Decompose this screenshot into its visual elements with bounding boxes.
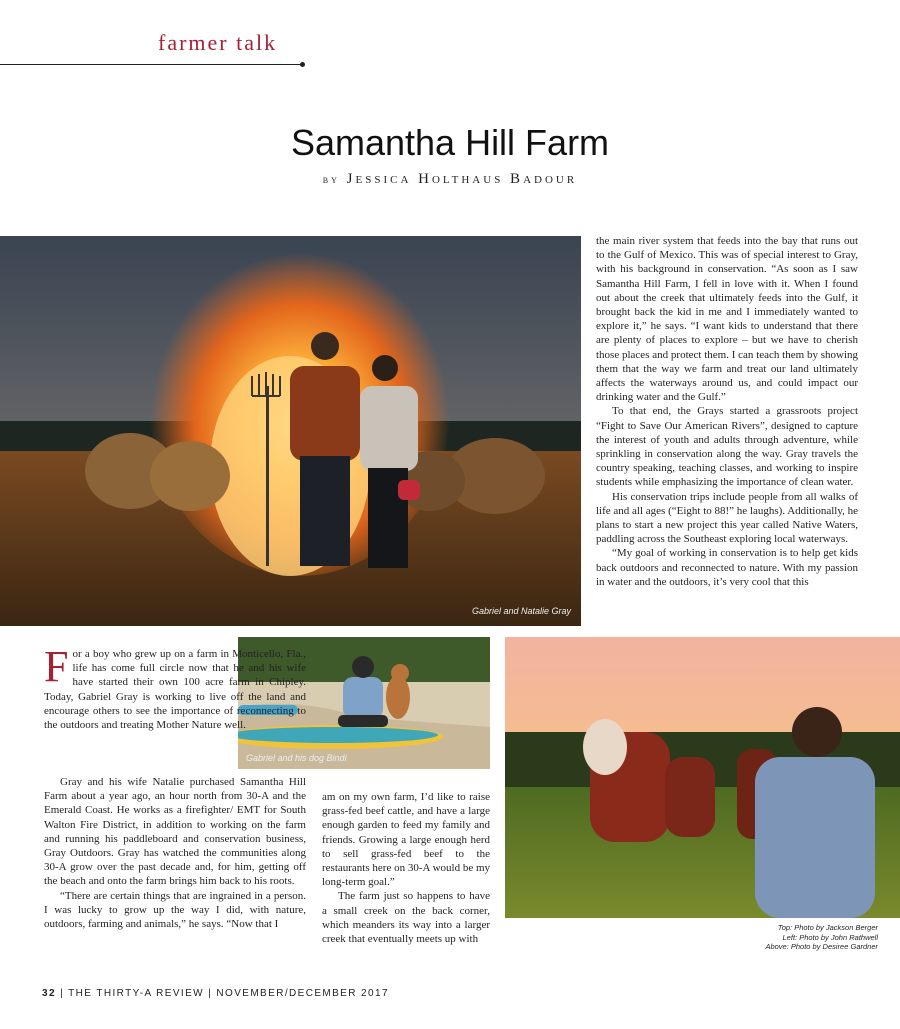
issue-date: NOVEMBER/DECEMBER 2017 — [216, 988, 389, 999]
footer-separator: | — [60, 988, 65, 999]
paragraph: “There are certain things that are ingrained in a person. I was lucky to grow up the way I did, with nature, outdoors, farming and animals,” he says. “Now that I — [44, 889, 306, 931]
paragraph: To that end, the Grays started a grassroots project “Fight to Save Our American Rivers”, designed to capture the interest of youth and adults through adventure, while sprinkling in conservation along the way. Gray travels the country speaking, teaching classes, and working to inspire students while emphasizing the importance of clean water. — [596, 405, 858, 489]
article-title: Samantha Hill Farm — [290, 122, 610, 163]
byline — [0, 171, 900, 188]
article-column-right-top — [596, 234, 858, 589]
credit-line: Left: Photo by John Rathwell — [782, 932, 878, 942]
credit-line: Top: Photo by Jackson Berger — [777, 923, 878, 932]
byline-prefix: by — [322, 172, 340, 186]
photo-cattle-image — [505, 637, 900, 918]
article-column-2 — [322, 790, 490, 946]
photo-paddleboard-caption: Gabriel and his dog Bindi — [246, 753, 347, 763]
paragraph: “My goal of working in conservation is to help get kids back outdoors and reconnected to nature. With my passion in water and the outdoors, it’s very cool that this — [596, 547, 858, 588]
photo-bonfire-caption: Gabriel and Natalie Gray — [471, 606, 571, 616]
footer-separator: | — [208, 988, 213, 999]
publication-name: THE THIRTY-A REVIEW — [68, 988, 205, 999]
article-column-1-continued — [44, 775, 306, 931]
page-footer — [42, 988, 389, 999]
paragraph: am on my own farm, I’d like to raise grass-fed beef cattle, and have a large enough garden to feed my family and friends. Growing a large enough herd to sell grass-fed beef to the restaurants here on 30-A would be my long-term goal.” — [322, 791, 491, 889]
photo-cattle — [505, 637, 900, 918]
photo-credits — [765, 923, 878, 952]
photo-bonfire — [0, 236, 581, 626]
paragraph: Gray and his wife Natalie purchased Samantha Hill Farm about a year ago, an hour north from 30-A and the Emerald Coast. He works as a firefighter/ EMT for South Walton Fire District, in addition to working on the farm and running his paddleboard and conservation business, Gray Outdoors. Gray has watched the communities along 30-A grow over the past decade and, for him, getting off the beach and onto the farm brings him back to his roots. — [44, 776, 306, 888]
paragraph: the main river system that feeds into the bay that runs out to the Gulf of Mexico. This was of special interest to Gray, with his background in conservation. “As soon as I saw Samantha Hill Farm, I fell in love with it. When I found out about the creek that ultimately feeds into the Gulf, it brought back the kid in me and I immediately wanted to explore it,” he says. “I want kids to understand that there are plenty of places to explore – but we have to cherish those places and protect them. I can teach them by showing them that the way we farm and treat our land ultimately affects the waterways around us, and could impact our drinking water and the Gulf.” — [596, 235, 858, 404]
section-label: farmer talk — [158, 30, 278, 55]
opening-text: or a boy who grew up on a farm in Monticello, Fla., life has come full circle now that he and his wife have started their own 100 acre farm in Chipley. Today, Gabriel Gray is working to live off the land and encourage others to see the importance of reconnecting to the outdoors and treating Mother Nature well. — [44, 648, 306, 732]
header-rule — [0, 64, 302, 65]
paragraph — [44, 642, 306, 732]
page-number: 32 — [42, 988, 56, 999]
drop-cap: F — [44, 642, 69, 691]
header-rule-dot — [300, 62, 305, 67]
paragraph: His conservation trips include people from all walks of life and all ages (“Eight to 88!” he laughs). Additionally, he plans to start a new project this year called Native Waters, paddling across the Southeast exploring local waterways. — [596, 490, 858, 546]
article-column-1 — [44, 642, 306, 732]
paragraph: The farm just so happens to have a small creek on the back corner, which meanders its way into a larger creek that eventually meets up with — [322, 890, 490, 946]
photo-bonfire-image — [0, 236, 581, 626]
byline-author: Jessica Holthaus Badour — [346, 171, 578, 187]
credit-line: Above: Photo by Desiree Gardner — [765, 942, 878, 951]
